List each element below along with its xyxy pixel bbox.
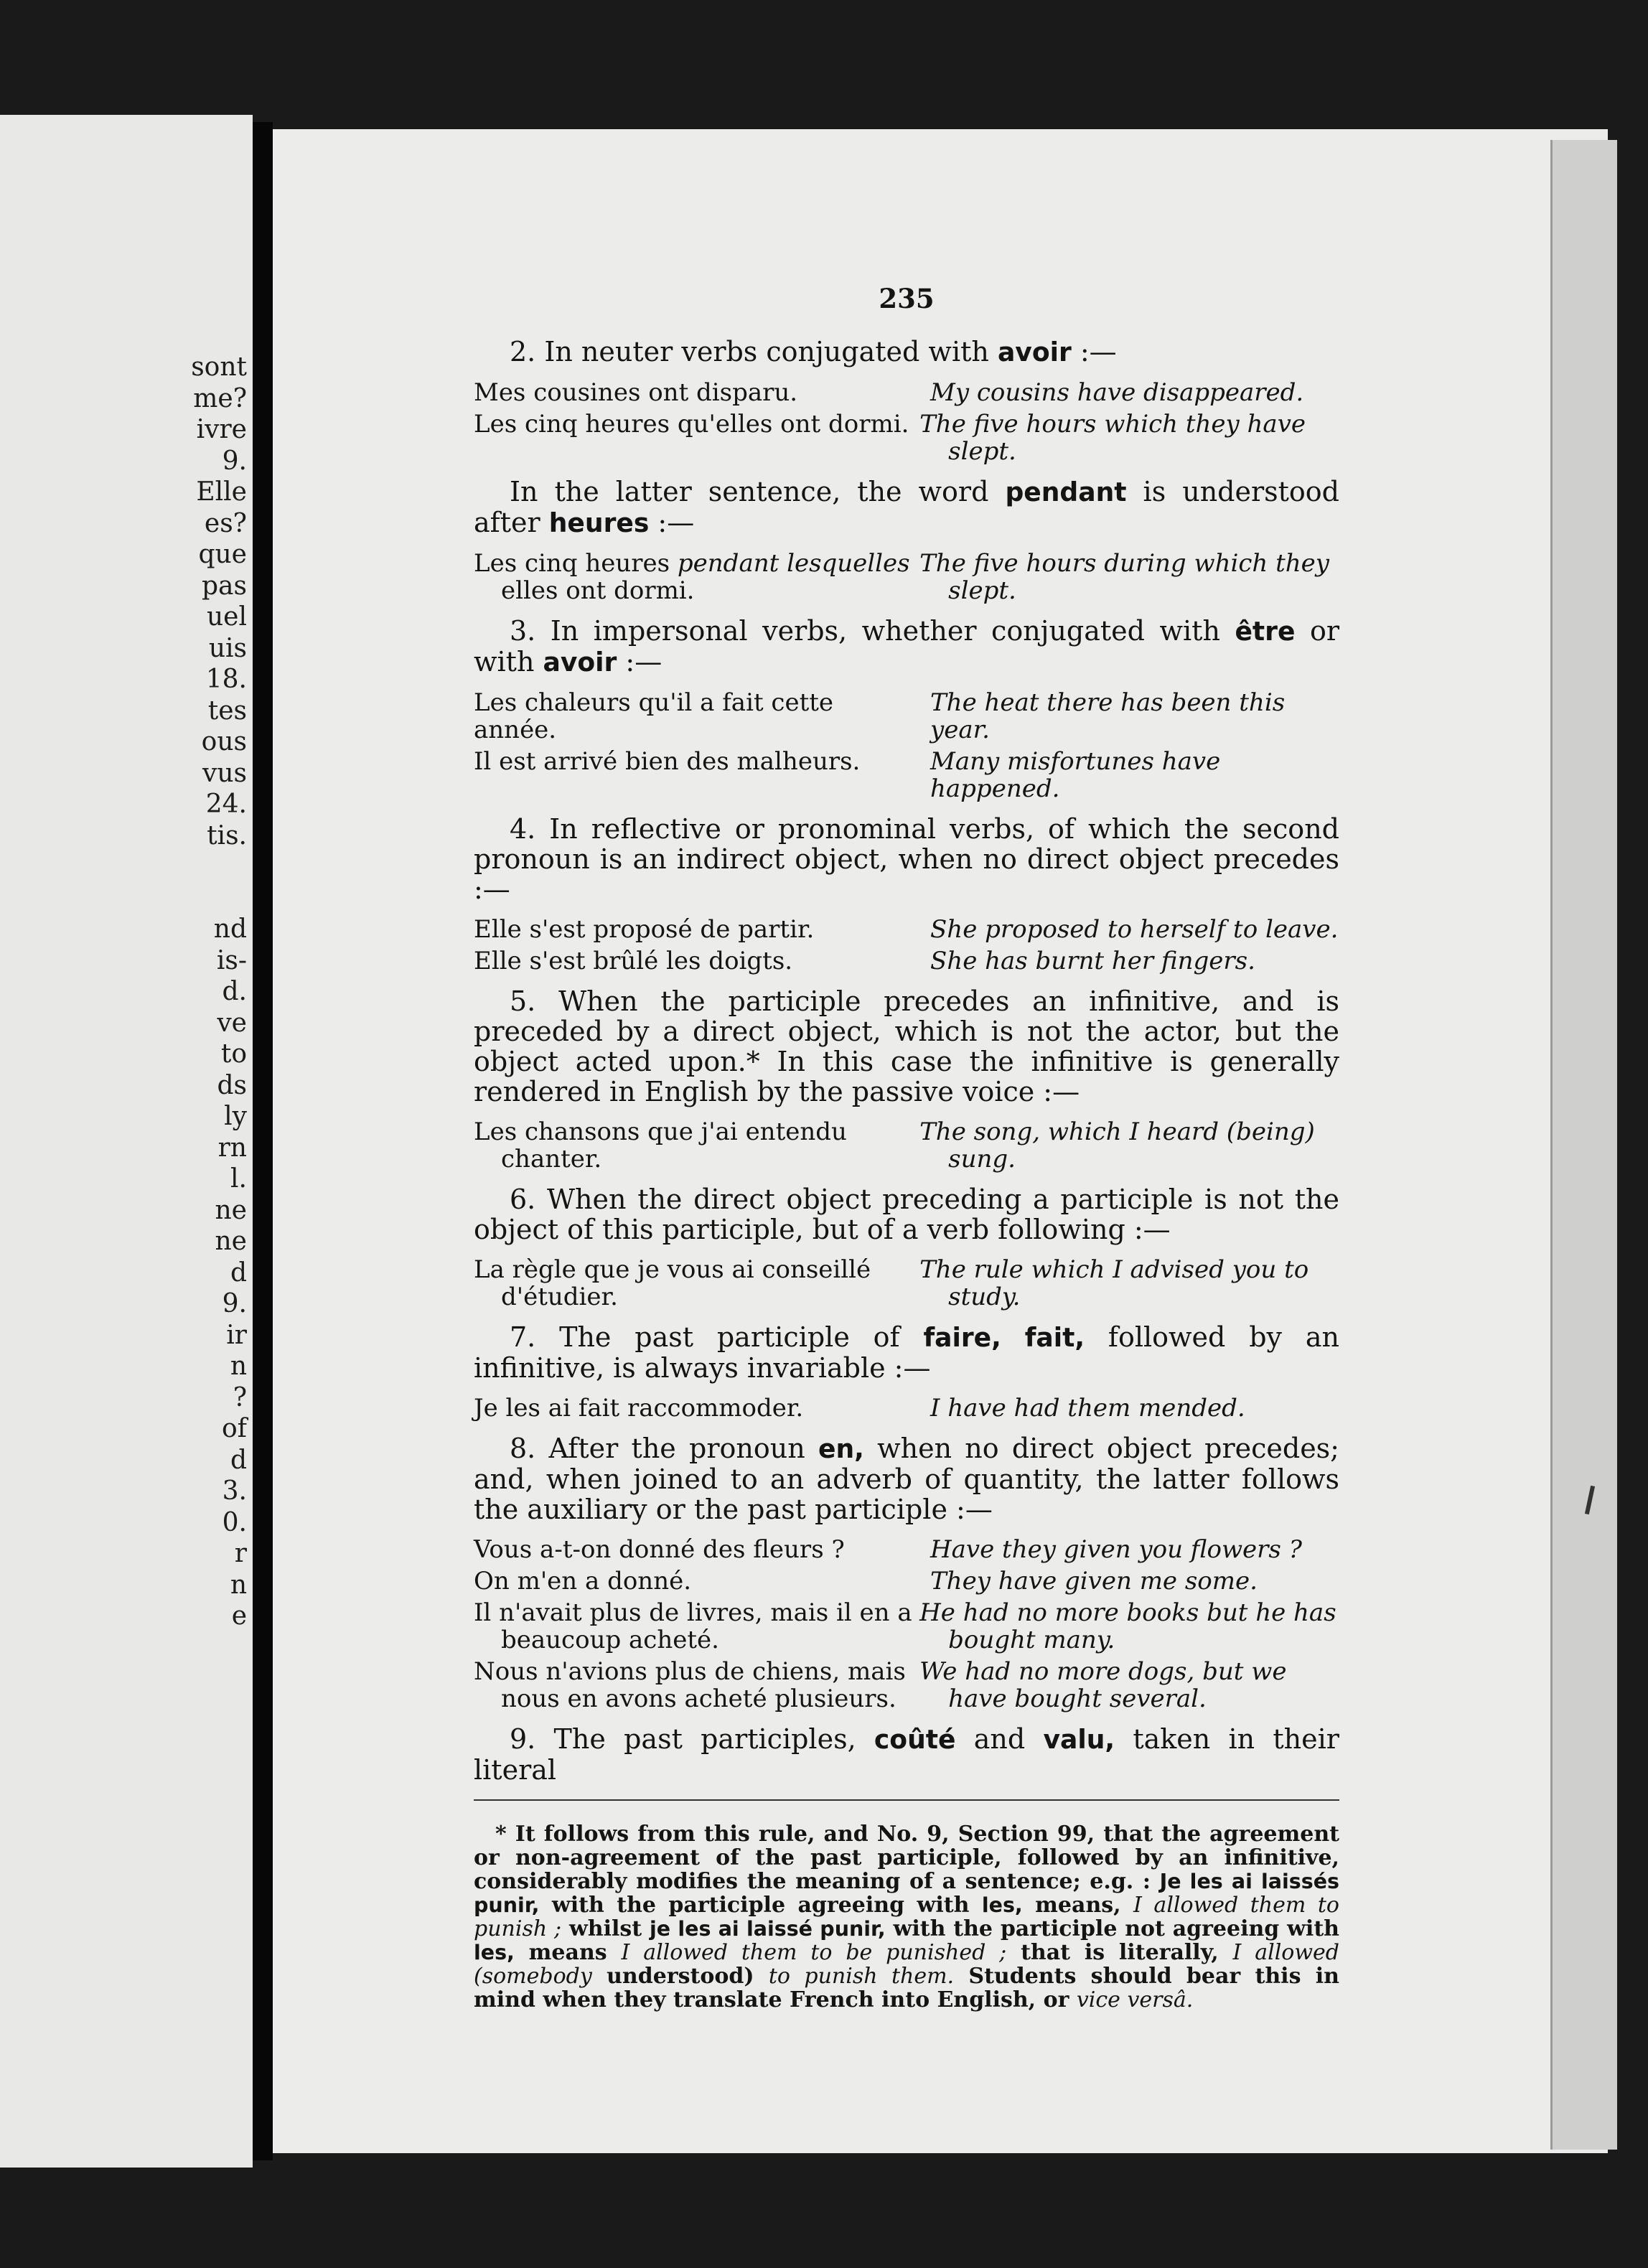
left-page-fragment: is- [216, 945, 247, 975]
rule-6: 6. When the direct object preceding a participle is not the object of this participle, but of a verb following :— [474, 1184, 1339, 1245]
left-page-fragment: 9. [222, 1289, 247, 1318]
example-row: La règle que je vous ai conseillé d'étudier. The rule which I advised you to study. [474, 1255, 1309, 1311]
example-row: Les chaleurs qu'il a fait cette année. The heat there has been this year. [474, 688, 1286, 744]
left-page-fragment: ds [217, 1070, 247, 1100]
latter-note: In the latter sentence, the word pendant is understood after heures :— [474, 476, 1339, 538]
book-spine [253, 122, 273, 2160]
example-row: Mes cousines ont disparu. My cousins have disappeared. [474, 378, 1304, 407]
left-page-fragment: ir [226, 1320, 247, 1350]
left-page-fragment: ous [201, 727, 247, 756]
left-page-fragment: me? [193, 383, 247, 413]
left-page-fragment: pas [202, 571, 247, 601]
rule-7: 7. The past participle of faire, fait, followed by an infinitive, is always invariable :— [474, 1321, 1339, 1384]
left-page-fragment: tes [207, 695, 247, 726]
left-page-fragment: r [234, 1539, 247, 1568]
left-page-fragment: e [231, 1601, 247, 1631]
page-number: 235 [879, 283, 935, 314]
example-row: Les cinq heures pendant lesquelles elles ont dormi. The five hours during which they slept. [474, 549, 1329, 605]
left-page-fragment: ne [215, 1227, 247, 1256]
left-page-fragment: d [230, 1257, 247, 1288]
left-page-fragment: sont [191, 352, 247, 382]
footnote: * It follows from this rule, and No. 9, Section 99, that the agreement or non-agreement of the past participle, followed by an infinitive, considerably modifies the meaning of a sentence; e.g. : Je les ai laissés punir, with the participle agreeing with les, means, I allowed them to punish ; whilst je les ai laissé punir, with the participle not agreeing with les, means I allowed them to be punished ; that is literally, I allowed (somebody understood) to punish them. Students should bear this in mind when they translate French into English, or vice versâ. [474, 1822, 1340, 2012]
left-page-fragment: ne [215, 1195, 247, 1225]
left-page-fragment: ? [233, 1382, 247, 1412]
example-row: Les chansons que j'ai entendu chanter. The song, which I heard (being) sung. [474, 1117, 1315, 1173]
left-page-fragment: to [220, 1039, 247, 1069]
page-text [474, 284, 1339, 2033]
example-row: Il est arrivé bien des malheurs. Many misfortunes have happened. [474, 747, 1221, 803]
left-page-fragment: vus [202, 758, 247, 788]
rule-5: 5. When the participle precedes an infinitive, and is preceded by a direct object, which is not the actor, but the object acted upon.* In this case the infinitive is generally rendered in English by the passive voice :— [474, 985, 1339, 1107]
example-row: Elle s'est brûlé les doigts. She has burnt her fingers. [474, 947, 1255, 975]
example-row: Elle s'est proposé de partir. She proposed to herself to leave. [474, 915, 1339, 944]
left-page-fragment: 3. [222, 1476, 247, 1506]
rule-3: 3. In impersonal verbs, whether conjugated with être or with avoir :— [474, 615, 1339, 678]
example-row: Vous a-t-on donné des fleurs ? Have they given you flowers ? [474, 1535, 1302, 1564]
example-row: On m'en a donné. They have given me some. [474, 1567, 1258, 1595]
left-page-fragment: uis [208, 633, 247, 663]
left-page-fragment: rn [217, 1133, 247, 1163]
left-page-fragment: d. [222, 977, 247, 1006]
left-page-fragment: 0. [222, 1507, 247, 1537]
left-page-fragment: es? [204, 508, 247, 538]
rule-2: 2. In neuter verbs conjugated with avoir :— [510, 336, 1117, 367]
left-page-fragment: n [230, 1351, 247, 1381]
left-page-fragment: nd [213, 914, 247, 944]
rule-9: 9. The past participles, coûté and valu, taken in their literal [474, 1723, 1339, 1786]
footnote-divider [474, 1799, 1339, 1801]
rule-4: 4. In reflective or pronominal verbs, of which the second pronoun is an indirect object, when no direct object precedes :— [474, 813, 1339, 905]
left-page-fragment: of [222, 1414, 247, 1443]
page-edge [1550, 140, 1617, 2150]
left-page-fragment: d [230, 1445, 247, 1475]
example-row: Les cinq heures qu'elles ont dormi. The five hours which they have slept. [474, 410, 1306, 466]
example-row: Nous n'avions plus de chiens, mais nous en avons acheté plusieurs. We had no more dogs, but we have bought several. [474, 1657, 1287, 1713]
left-page-fragment: uel [206, 602, 247, 632]
left-page-fragment: n [230, 1570, 247, 1600]
left-page-fragment: 9. [222, 446, 247, 476]
left-page-fragment: ve [217, 1008, 247, 1038]
left-page-fragment: que [198, 540, 247, 569]
left-page-fragment: 18. [205, 665, 247, 694]
left-page-fragment: ly [224, 1102, 247, 1131]
rule-8: 8. After the pronoun en, when no direct object precedes; and, when joined to an adverb of quantity, the latter follows the auxiliary or the past participle :— [474, 1433, 1339, 1525]
left-page-fragment: Elle [196, 477, 247, 507]
example-row: Je les ai fait raccommoder. I have had them mended. [474, 1394, 1245, 1423]
left-page-fragment: l. [230, 1164, 247, 1194]
example-row: Il n'avait plus de livres, mais il en a beaucoup acheté. He had no more books but he has bought many. [474, 1598, 1336, 1654]
left-page-fragment: tis. [207, 820, 247, 851]
left-page-fragment: 24. [205, 789, 247, 819]
left-page [0, 115, 253, 2168]
left-page-fragment: ivre [196, 415, 247, 444]
